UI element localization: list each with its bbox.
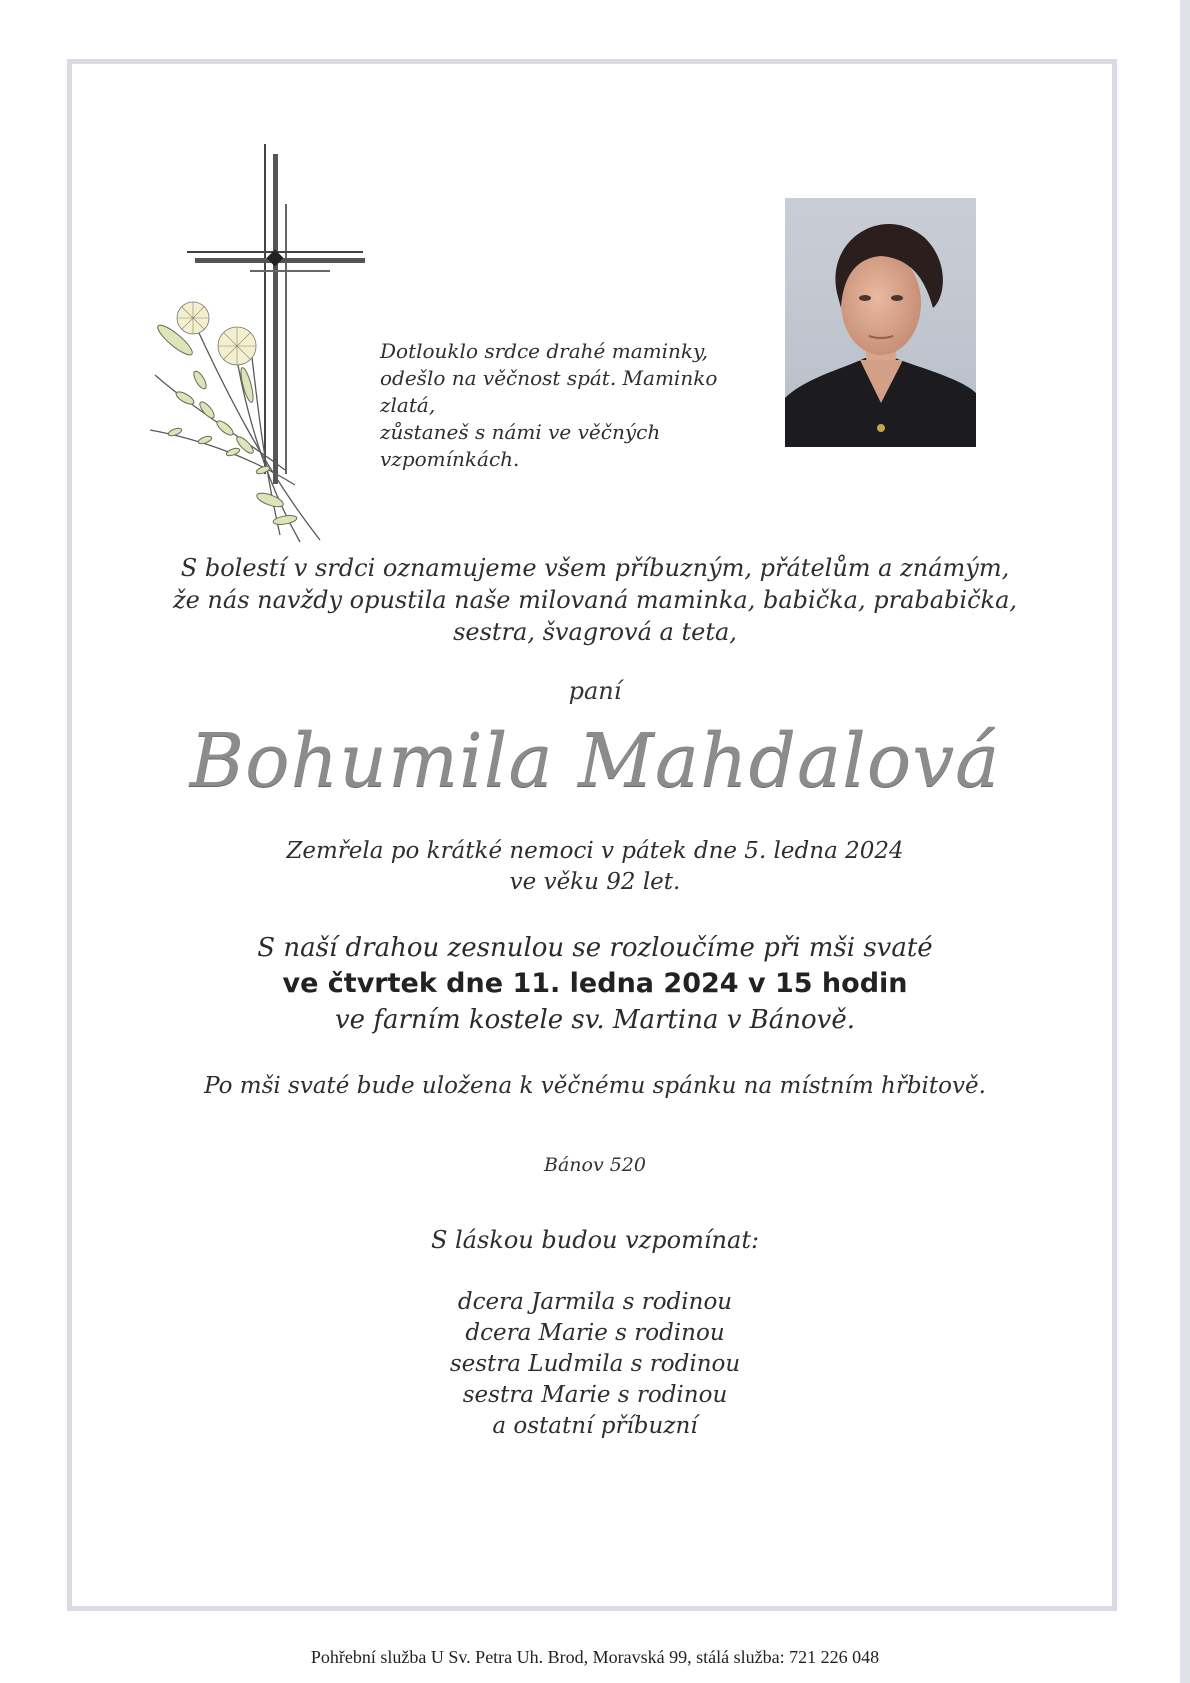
mourner-item: sestra Ludmila s rodinou xyxy=(449,1351,741,1377)
title-prefix: paní xyxy=(568,677,622,705)
quote-line: odešlo na věčnost spát. Maminko zlatá, xyxy=(380,366,718,417)
deceased-name: Bohumila Mahdalová xyxy=(189,718,1001,804)
remember-heading: S láskou budou vzpomínat: xyxy=(430,1226,760,1254)
farewell-details xyxy=(0,930,1190,1038)
funeral-service-footer: Pohřební služba U Sv. Petra Uh. Brod, Moravská 99, stálá služba: 721 226 048 xyxy=(310,1647,880,1667)
intro-line: že nás navždy opustila naše milovaná maminka, babička, prababička, xyxy=(172,586,1018,614)
death-line: Zemřela po krátké nemoci v pátek dne 5. ledna 2024 xyxy=(286,838,904,864)
mourner-item: dcera Marie s rodinou xyxy=(465,1320,725,1346)
mourner-item: sestra Marie s rodinou xyxy=(462,1382,728,1408)
quote-line: zůstaneš s námi ve věčných vzpomínkách. xyxy=(380,420,661,471)
mourner-item: dcera Jarmila s rodinou xyxy=(457,1289,733,1315)
farewell-intro: S naší drahou zesnulou se rozloučíme při mši svaté xyxy=(257,933,933,963)
mourners-list xyxy=(0,1287,1190,1442)
age-line: ve věku 92 let. xyxy=(509,869,681,895)
portrait-photo xyxy=(785,198,976,447)
farewell-place: ve farním kostele sv. Martina v Bánově. xyxy=(334,1005,856,1035)
cross-with-flowers-icon xyxy=(145,140,375,545)
address: Bánov 520 xyxy=(543,1154,646,1176)
death-details xyxy=(0,836,1190,898)
burial-note: Po mši svaté bude uložena k věčnému spánku na místním hřbitově. xyxy=(204,1073,986,1099)
quote-line: Dotlouklo srdce drahé maminky, xyxy=(380,339,708,363)
intro-line: sestra, švagrová a teta, xyxy=(453,618,737,646)
farewell-date-time: ve čtvrtek dne 11. ledna 2024 v 15 hodin xyxy=(282,968,908,999)
announcement-intro xyxy=(0,552,1190,648)
intro-line: S bolestí v srdci oznamujeme všem příbuzným, přátelům a známým, xyxy=(180,554,1010,582)
mourner-item: a ostatní příbuzní xyxy=(492,1413,698,1439)
memorial-quote xyxy=(380,338,740,473)
